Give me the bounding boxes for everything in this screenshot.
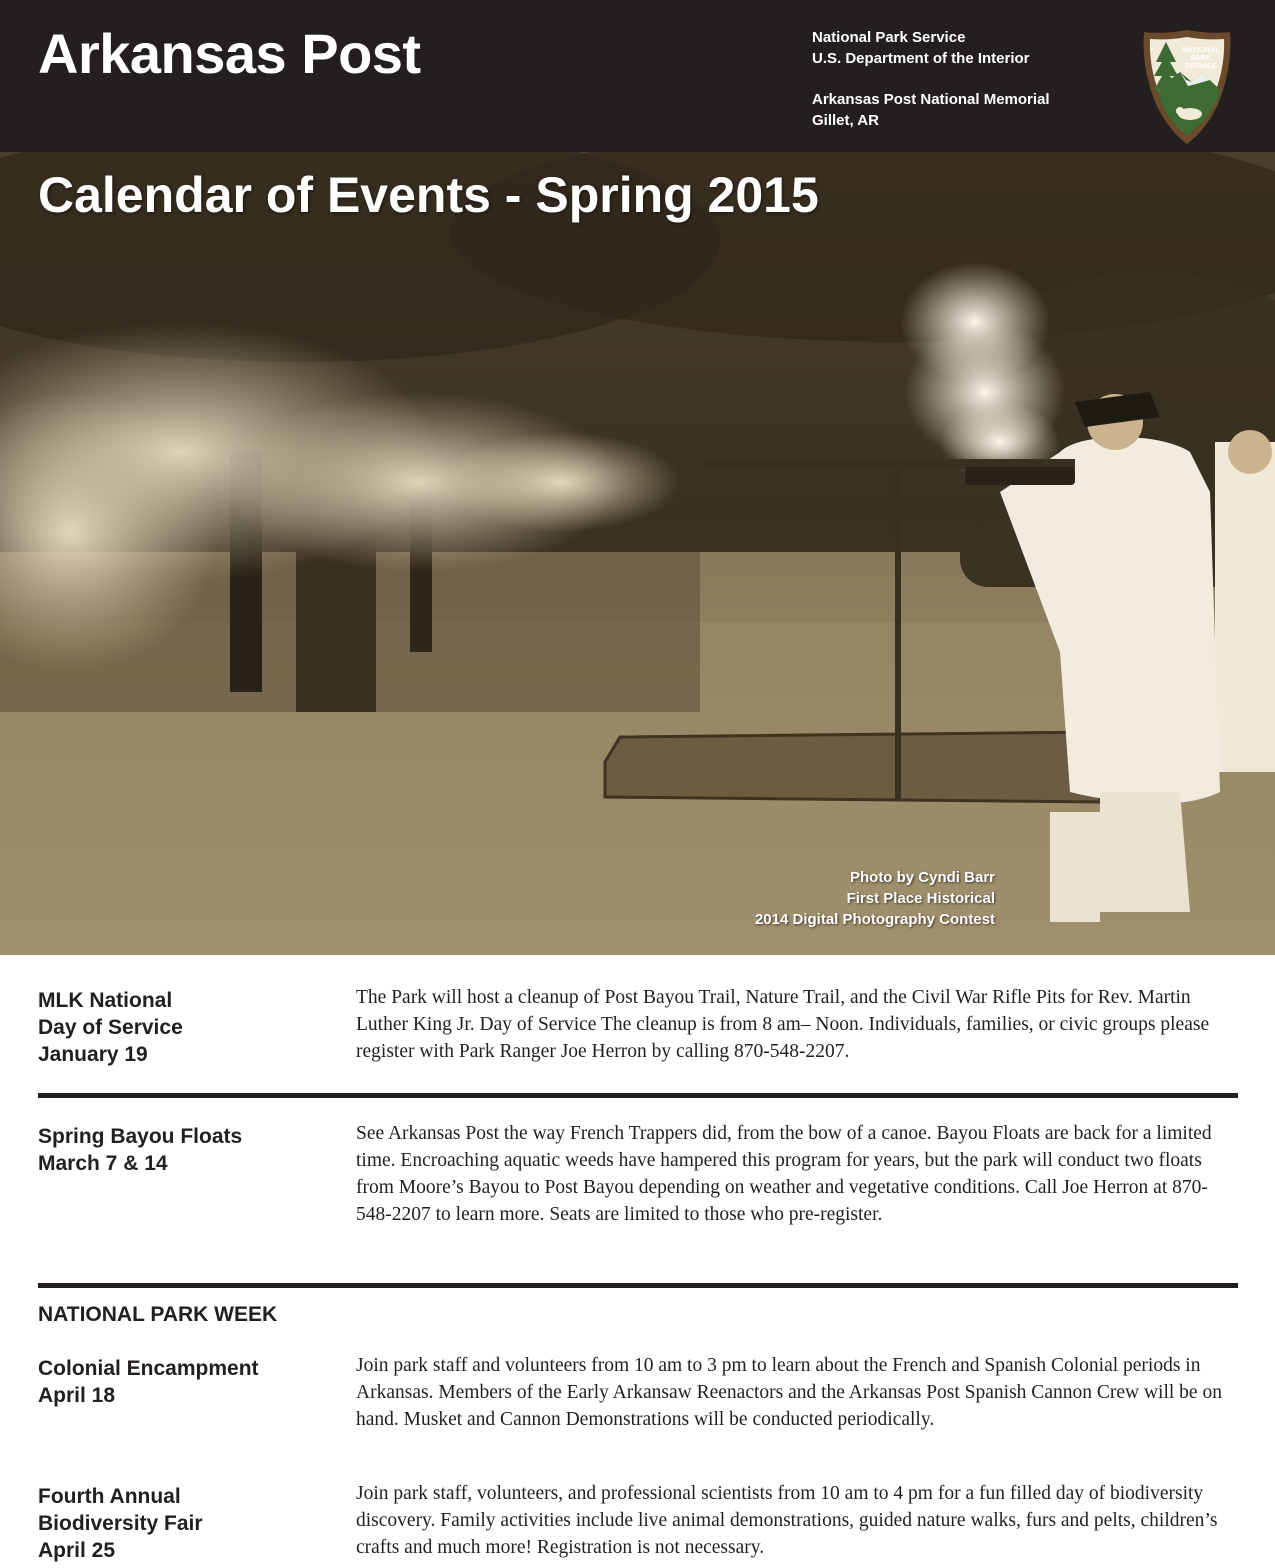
page-header bbox=[0, 0, 1275, 152]
nps-arrowhead-icon bbox=[1140, 28, 1234, 146]
agency-block bbox=[812, 27, 1050, 131]
event-name-line: Day of Service bbox=[38, 1016, 183, 1039]
logo-line3: SERVICE bbox=[1184, 61, 1218, 70]
photo-credit bbox=[755, 867, 995, 930]
event-title bbox=[38, 1123, 338, 1177]
event-name-line: MLK National bbox=[38, 989, 173, 1012]
event-date: April 18 bbox=[38, 1384, 116, 1407]
event-title bbox=[38, 987, 338, 1068]
credit-contest: 2014 Digital Photography Contest bbox=[754, 911, 995, 928]
hero-photo bbox=[0, 152, 1275, 955]
calendar-title: Calendar of Events - Spring 2015 bbox=[38, 167, 819, 223]
logo-line2: PARK bbox=[1190, 53, 1212, 62]
department-name: U.S. Department of the Interior bbox=[812, 50, 1030, 67]
section-divider bbox=[38, 1093, 1238, 1098]
credit-award: First Place Historical bbox=[846, 890, 995, 907]
reenactor-photo bbox=[0, 152, 1275, 955]
event-description: The Park will host a cleanup of Post Bayou Trail, Nature Trail, and the Civil War Rifle Pits for Rev. Martin Luther King Jr. Day of Service The cleanup is from 8 am– Noon. Individuals, families, or civic groups please register with Park Ranger Joe Herron by calling 870-548-2207. bbox=[356, 987, 1210, 1062]
event-name-line: Colonial Encampment bbox=[38, 1357, 259, 1380]
event-description: Join park staff, volunteers, and professional scientists from 10 am to 4 pm for a fun filled day of biodiversity discovery. Family activities include live animal demonstrations, guided nature walks, furs and pelts, children’s crafts and much more! Registration is not necessary. bbox=[356, 1483, 1218, 1558]
event-name-line: Spring Bayou Floats bbox=[38, 1125, 243, 1148]
section-heading: NATIONAL PARK WEEK bbox=[38, 1303, 278, 1326]
event-date: January 19 bbox=[38, 1043, 148, 1066]
logo-line1: NATIONAL bbox=[1181, 45, 1221, 54]
park-name: Arkansas Post National Memorial bbox=[812, 91, 1050, 108]
event-name-line: Biodiversity Fair bbox=[38, 1512, 203, 1535]
event-date: April 25 bbox=[38, 1539, 116, 1562]
page-title: Arkansas Post bbox=[38, 22, 421, 85]
event-title bbox=[38, 1483, 338, 1564]
event-description: See Arkansas Post the way French Trappers did, from the bow of a canoe. Bayou Floats are back for a limited time. Encroaching aquatic weeds have hampered this program for years, but the park will conduct two floats from Moore’s Bayou to Post Bayou depending on weather and vegetative conditions. Call Joe Herron at 870-548-2207 to learn more. Seats are limited to those who pre-register. bbox=[356, 1123, 1212, 1225]
park-location: Gillet, AR bbox=[812, 112, 879, 129]
event-name-line: Fourth Annual bbox=[38, 1485, 181, 1508]
credit-photographer: Photo by Cyndi Barr bbox=[849, 869, 995, 886]
event-date: March 7 & 14 bbox=[38, 1152, 168, 1175]
event-title bbox=[38, 1355, 338, 1409]
section-divider bbox=[38, 1283, 1238, 1288]
event-description: Join park staff and volunteers from 10 am to 3 pm to learn about the French and Spanish Colonial periods in Arkansas. Members of the Early Arkansaw Reenactors and the Arkansas Post Spanish Cannon Crew will be on hand. Musket and Cannon Demonstrations will be conducted periodically. bbox=[356, 1355, 1222, 1430]
agency-name: National Park Service bbox=[812, 29, 966, 46]
